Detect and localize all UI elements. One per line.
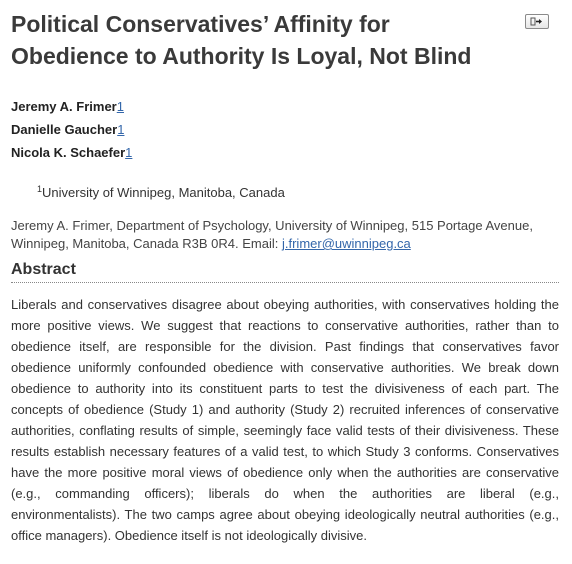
- affiliation-link[interactable]: 1: [125, 145, 133, 160]
- correspondence-text: Jeremy A. Frimer, Department of Psychology, University of Winnipeg, 515 Portage Avenue, Winnipeg, Manitoba, Canada R3B 0R4. Email:: [11, 218, 533, 251]
- author-name: Jeremy A. Frimer: [11, 99, 117, 114]
- affiliation-marker: 1: [37, 184, 43, 194]
- arrow-right-icon: [530, 17, 544, 26]
- expand-button[interactable]: [525, 14, 549, 29]
- abstract-text: Liberals and conservatives disagree about obeying authorities, with conservatives holding the more positive views. We suggest that reactions to conservative authorities, rather than to obedience itself, are responsible for the division. Past findings that conservatives favor obedience uniformly confounded obedience with conservative authorities. We break down obedience to authority into its constituent parts to test the divisiveness of each part. The concepts of obedience (Study 1) and authority (Study 2) recruited inferences of conservative authorities, conflating results of simple, seemingly face valid tests of their divisiveness. These results establish necessary features of a valid test, to which Study 3 conforms. Conservatives have the more positive moral views of obedience only when the authorities are conservative (e.g., commanding officers); liberals do when the authorities are liberal (e.g., environmentalists). The two camps agree about obeying ideologically neutral authorities (e.g., office managers). Obedience itself is not ideologically divisive.: [11, 297, 559, 543]
- article-page: [11, 0, 559, 559]
- affiliation: [37, 180, 559, 202]
- affiliation-link[interactable]: 1: [117, 122, 125, 137]
- affiliation-text: University of Winnipeg, Manitoba, Canada: [42, 185, 285, 200]
- author: [11, 141, 559, 164]
- affiliation-link[interactable]: 1: [116, 99, 124, 114]
- article-title: Political Conservatives’ Affinity for Obedience to Authority Is Loyal, Not Blind: [11, 11, 472, 69]
- author: [11, 95, 559, 118]
- email-link[interactable]: j.frimer@uwinnipeg.ca: [281, 236, 411, 251]
- author-list: [11, 95, 559, 164]
- author: [11, 118, 559, 141]
- abstract-heading: Abstract: [11, 260, 559, 283]
- author-name: Danielle Gaucher: [11, 122, 118, 137]
- correspondence: [11, 217, 551, 253]
- author-name: Nicola K. Schaefer: [11, 145, 126, 160]
